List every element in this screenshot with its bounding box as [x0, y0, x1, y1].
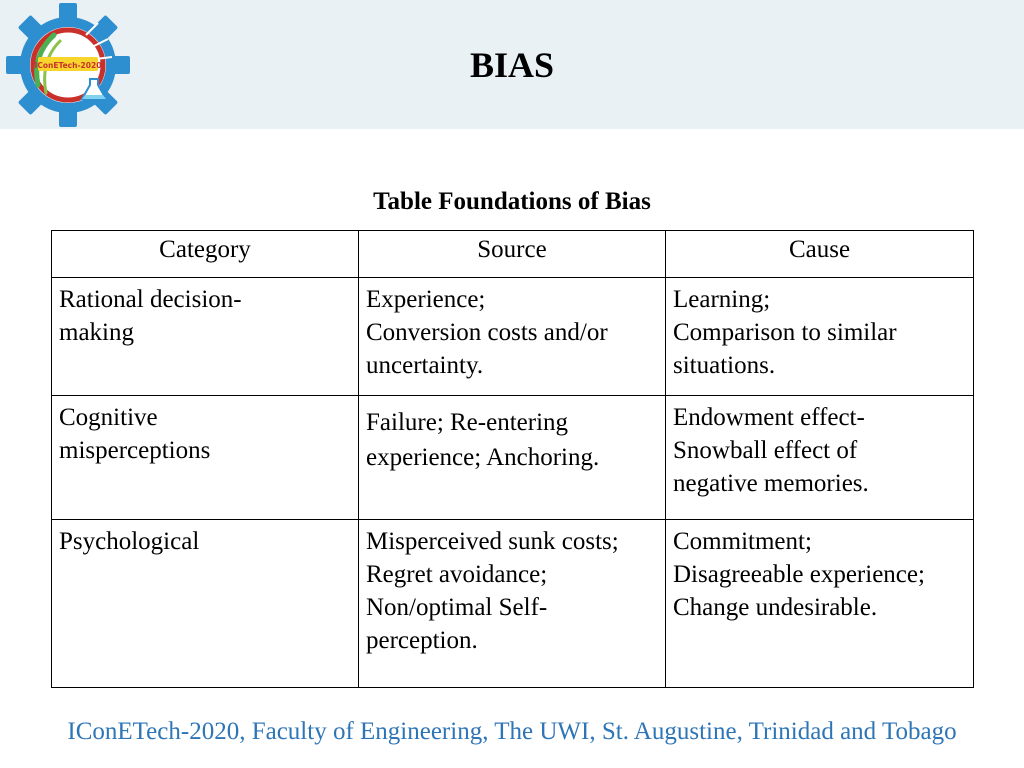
cell-line: Endowment effect-	[673, 404, 865, 431]
cell-line: Disagreeable experience;	[673, 561, 925, 588]
cell-line: experience; Anchoring.	[366, 444, 600, 471]
category-cell	[52, 520, 359, 688]
cell-line: Psychological	[59, 528, 200, 555]
table-header-row	[52, 231, 974, 278]
cause-cell	[666, 396, 974, 520]
cell-line: Failure; Re-entering	[366, 409, 569, 436]
cell-line: Snowball effect of	[673, 437, 858, 464]
cause-cell	[666, 278, 974, 396]
source-cell	[359, 396, 666, 520]
cell-line: making	[59, 319, 134, 346]
header-category: Category	[52, 231, 359, 278]
cell-line: Conversion costs and/or	[366, 319, 608, 346]
header-source: Source	[359, 231, 666, 278]
cell-line: Regret avoidance;	[366, 561, 548, 588]
cell-line: Change undesirable.	[673, 594, 878, 621]
cell-line: misperceptions	[59, 437, 211, 464]
cell-line: Learning;	[673, 286, 771, 313]
category-cell	[52, 396, 359, 520]
cell-line: Misperceived sunk costs;	[366, 528, 619, 555]
category-cell	[52, 278, 359, 396]
cell-line: situations.	[673, 352, 776, 379]
cell-line: negative memories.	[673, 470, 869, 497]
slide-title: BIAS	[469, 45, 555, 85]
cell-line: uncertainty.	[366, 352, 484, 379]
cell-line: Comparison to similar	[673, 319, 897, 346]
table-row	[52, 396, 974, 520]
cell-line: Non/optimal Self-	[366, 594, 548, 621]
cause-cell	[666, 520, 974, 688]
header-cause: Cause	[666, 231, 974, 278]
table-caption: Table Foundations of Bias	[373, 188, 651, 215]
table-row	[52, 278, 974, 396]
source-cell	[359, 278, 666, 396]
footer-text: IConETech-2020, Faculty of Engineering, The UWI, St. Augustine, Trinidad and Tobago	[67, 718, 957, 745]
cell-line: Rational decision-	[59, 286, 242, 313]
cell-line: Experience;	[366, 286, 486, 313]
cell-line: Cognitive	[59, 404, 158, 431]
bias-foundations-table	[51, 230, 974, 688]
svg-text:IConETech-2020: IConETech-2020	[34, 61, 102, 70]
cell-line: Commitment;	[673, 528, 812, 555]
table-row	[52, 520, 974, 688]
source-cell	[359, 520, 666, 688]
cell-line: perception.	[366, 627, 478, 654]
